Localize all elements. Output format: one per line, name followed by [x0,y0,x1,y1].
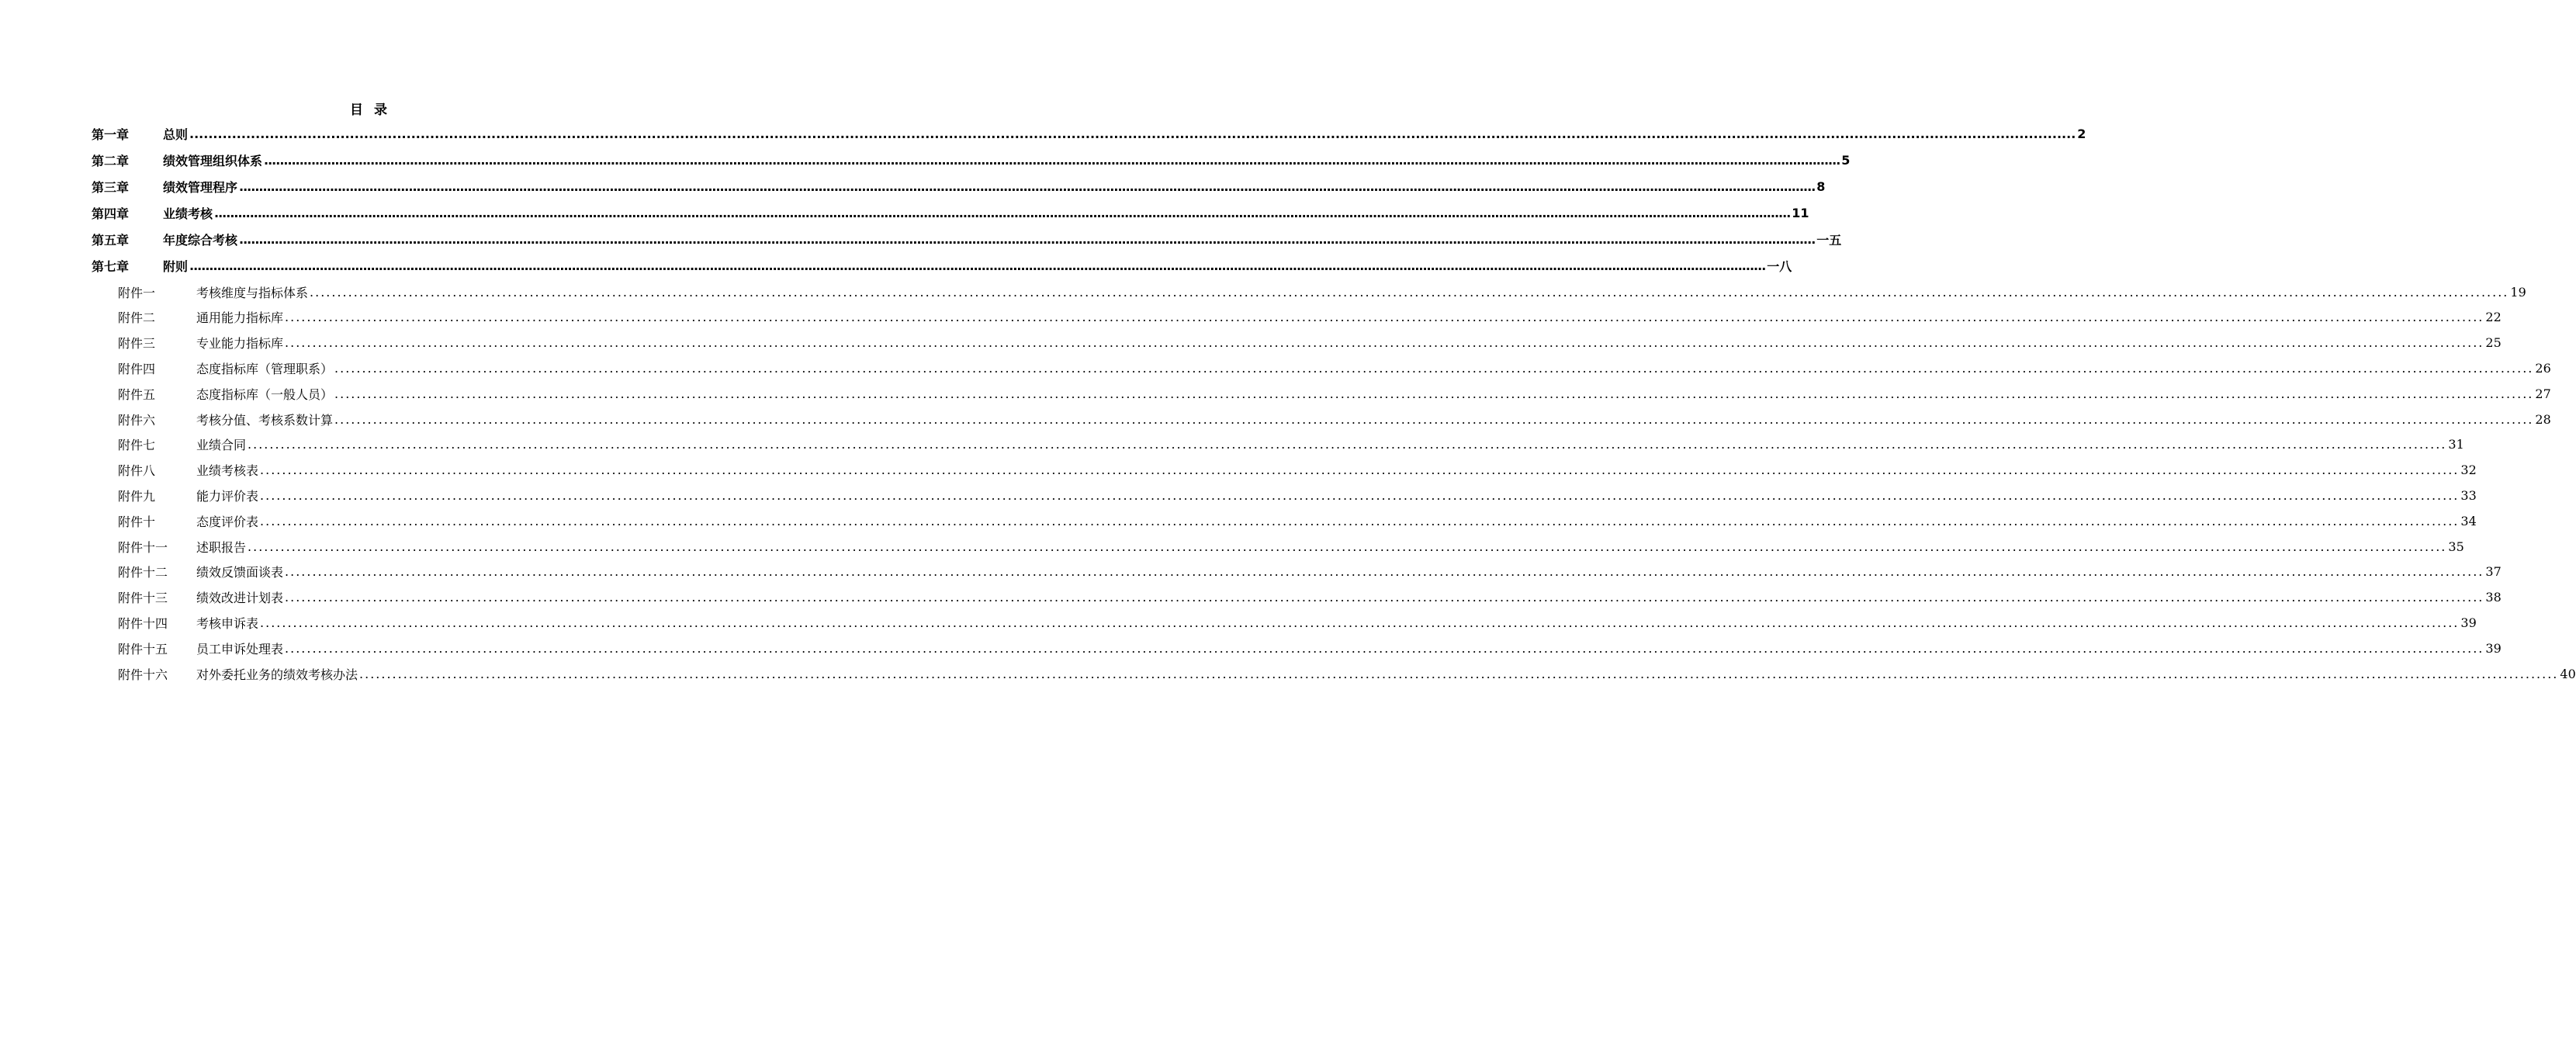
appendix-entry[interactable] [118,534,2464,559]
appendix-entry[interactable] [118,560,2502,584]
entry-label: 附件四 [118,361,156,376]
dot-leader: ................................................................................................................................................................................................................................................................................................................................................................................................................ [310,284,2509,300]
entry-label: 附件十一 [118,539,168,555]
page-number: 39 [2460,615,2477,630]
entry-title: 业绩考核表 [196,463,259,479]
entry-title: 绩效反馈面谈表 [196,565,284,580]
entry-label: 附件二 [118,310,156,326]
dot-leader: ................................................................................................................................................................................................................................................................................................................................................................................................................ [264,152,1840,168]
entry-label: 第三章 [92,179,130,195]
page-number: 26 [2535,360,2551,376]
dot-leader: ................................................................................................................................................................................................................................................................................................................................................................................................................ [239,231,1816,247]
dot-leader: ................................................................................................................................................................................................................................................................................................................................................................................................................ [285,640,2484,656]
appendix-entry[interactable] [118,483,2477,508]
entry-title: 态度评价表 [196,514,259,529]
page-number: 33 [2460,487,2477,503]
entry-label: 附件三 [118,336,156,352]
dot-leader: ................................................................................................................................................................................................................................................................................................................................................................................................................ [334,360,2534,376]
page-number: 31 [2448,437,2464,452]
dot-leader: ................................................................................................................................................................................................................................................................................................................................................................................................................ [248,539,2447,554]
appendix-entry[interactable] [118,381,2551,406]
entry-title: 附则 [163,258,189,274]
entry-title: 员工申诉处理表 [196,641,284,657]
entry-label: 第五章 [92,232,130,248]
entry-label: 附件十二 [118,565,168,580]
page-number: 40 [2560,666,2576,681]
entry-label: 第七章 [92,258,130,274]
dot-leader: ................................................................................................................................................................................................................................................................................................................................................................................................................ [239,178,1816,194]
entry-title: 通用能力指标库 [196,310,284,326]
entry-title: 绩效管理程序 [163,179,238,195]
entry-title: 业绩合同 [196,438,247,453]
entry-label: 第二章 [92,153,130,168]
entry-title: 述职报告 [196,539,247,555]
page-number: 11 [1792,205,1809,220]
dot-leader: ................................................................................................................................................................................................................................................................................................................................................................................................................ [359,666,2559,681]
page-number: 8 [1816,178,1826,194]
dot-leader: ................................................................................................................................................................................................................................................................................................................................................................................................................ [285,335,2484,351]
page-number: 39 [2485,640,2502,656]
dot-leader: ................................................................................................................................................................................................................................................................................................................................................................................................................ [285,590,2484,605]
dot-leader: ................................................................................................................................................................................................................................................................................................................................................................................................................ [334,386,2534,401]
chapter-entry[interactable] [92,200,1809,225]
dot-leader: ................................................................................................................................................................................................................................................................................................................................................................................................................ [334,411,2534,427]
toc-title: 目录 [350,102,398,118]
page-number: 37 [2485,564,2502,580]
entry-title: 考核维度与指标体系 [196,285,309,300]
appendix-entry[interactable] [118,610,2477,635]
chapter-entry[interactable] [92,174,1826,199]
chapter-entry[interactable] [92,227,1842,251]
entry-label: 附件五 [118,386,156,402]
entry-title: 绩效管理组织体系 [163,153,263,168]
entry-title: 态度指标库（管理职系） [196,361,334,376]
appendix-entry[interactable] [118,331,2502,355]
appendix-entry[interactable] [118,355,2551,380]
chapter-entry[interactable] [92,147,1851,172]
entry-title: 业绩考核 [163,206,213,221]
appendix-entry[interactable] [118,458,2477,483]
page-number: 22 [2485,310,2502,325]
page-number: 34 [2460,513,2477,528]
appendix-entry[interactable] [118,279,2526,304]
page-number: 2 [2077,126,2086,141]
entry-label: 附件十六 [118,667,168,682]
dot-leader: ................................................................................................................................................................................................................................................................................................................................................................................................................ [248,437,2447,452]
dot-leader: ................................................................................................................................................................................................................................................................................................................................................................................................................ [260,615,2460,630]
entry-label: 第四章 [92,206,130,221]
appendix-entry[interactable] [118,305,2502,330]
entry-title: 态度指标库（一般人员） [196,386,334,402]
appendix-entry[interactable] [118,661,2576,686]
entry-label: 附件十四 [118,615,168,631]
page-number: 38 [2485,590,2502,605]
entry-label: 附件十三 [118,591,168,606]
dot-leader: ................................................................................................................................................................................................................................................................................................................................................................................................................ [260,487,2460,503]
entry-title: 能力评价表 [196,488,259,504]
entry-title: 年度综合考核 [163,232,238,248]
appendix-entry[interactable] [118,407,2551,431]
entry-label: 附件九 [118,488,156,504]
dot-leader: ................................................................................................................................................................................................................................................................................................................................................................................................................ [189,126,2076,141]
dot-leader: ................................................................................................................................................................................................................................................................................................................................................................................................................ [260,463,2460,478]
appendix-entry[interactable] [118,508,2477,533]
page-number: 19 [2510,284,2526,300]
entry-title: 总则 [163,126,189,142]
entry-title: 对外委托业务的绩效考核办法 [196,667,358,682]
page-number: 35 [2448,539,2464,554]
dot-leader: ................................................................................................................................................................................................................................................................................................................................................................................................................ [189,258,1766,273]
page-number: 32 [2460,463,2477,478]
entry-label: 附件一 [118,285,156,300]
page-number: 5 [1841,152,1851,168]
appendix-entry[interactable] [118,636,2502,660]
entry-label: 附件六 [118,412,156,428]
dot-leader: ................................................................................................................................................................................................................................................................................................................................................................................................................ [260,513,2460,528]
entry-label: 第一章 [92,126,130,142]
entry-title: 绩效改进计划表 [196,591,284,606]
page-number: 27 [2535,386,2551,401]
page-number: 一八 [1767,258,1792,274]
dot-leader: ................................................................................................................................................................................................................................................................................................................................................................................................................ [285,310,2484,325]
entry-title: 考核分值、考核系数计算 [196,412,334,428]
appendix-entry[interactable] [118,585,2502,610]
page-number: 28 [2535,411,2551,427]
chapter-entry[interactable] [92,253,1792,278]
entry-title: 专业能力指标库 [196,336,284,352]
page-number: 一五 [1816,232,1842,248]
page-number: 25 [2485,335,2502,351]
dot-leader: ................................................................................................................................................................................................................................................................................................................................................................................................................ [285,564,2484,580]
entry-label: 附件十五 [118,641,168,657]
entry-label: 附件十 [118,514,156,529]
entry-title: 考核申诉表 [196,615,259,631]
appendix-entry[interactable] [118,432,2464,457]
entry-label: 附件七 [118,438,156,453]
dot-leader: ................................................................................................................................................................................................................................................................................................................................................................................................................ [214,205,1791,220]
chapter-entry[interactable] [92,121,2086,146]
entry-label: 附件八 [118,463,156,479]
